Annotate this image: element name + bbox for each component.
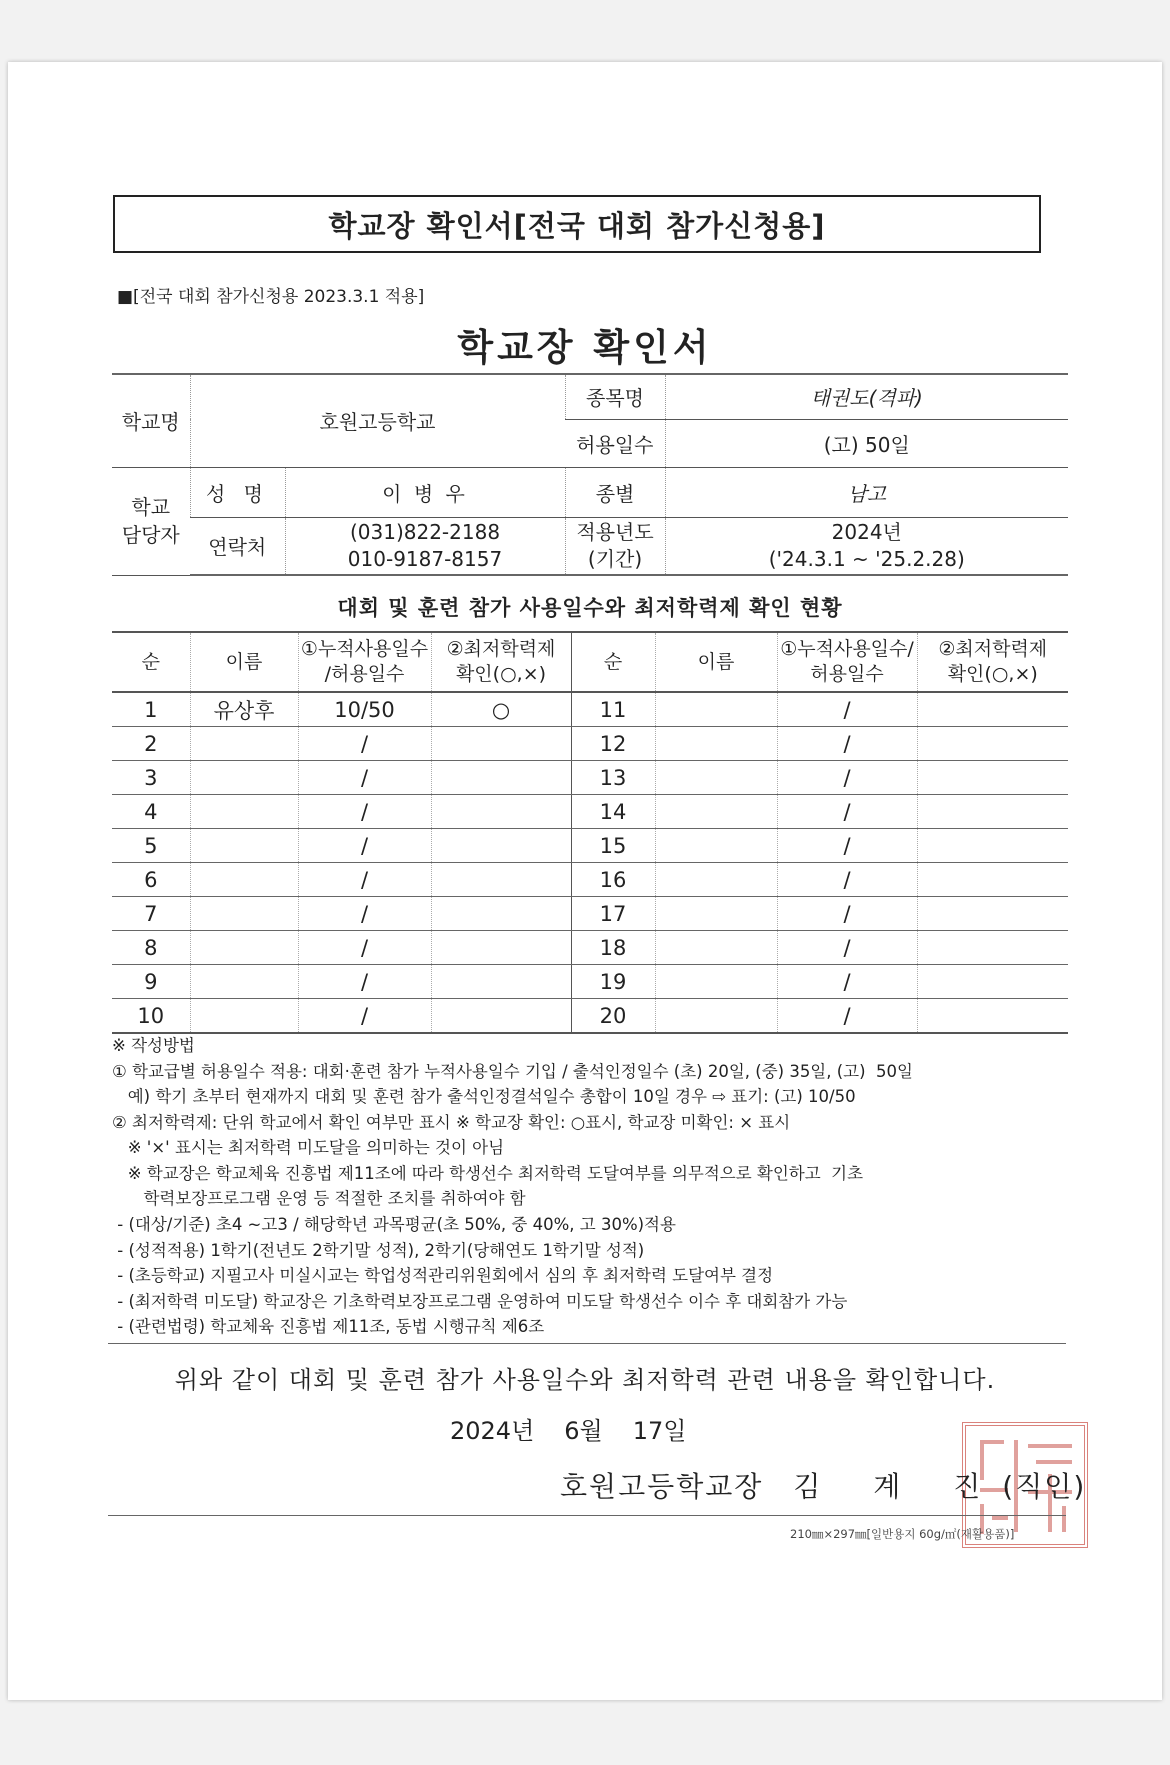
row-min xyxy=(431,999,571,1034)
usage-table xyxy=(112,631,1068,1034)
row-min: ○ xyxy=(431,692,571,727)
divider xyxy=(108,1343,1066,1344)
allowed-days-label: 허용일수 xyxy=(565,419,665,467)
row-days: / xyxy=(777,727,917,761)
instruction-line: - (성적적용) 1학기(전년도 2학기말 성적), 2학기(당해연도 1학기말 성적) xyxy=(112,1240,645,1260)
name-label: 성 명 xyxy=(190,467,285,517)
row-min xyxy=(431,931,571,965)
header-days-line1: ①누적사용일수 xyxy=(300,638,429,661)
row-no: 12 xyxy=(571,727,655,761)
row-min xyxy=(917,795,1068,829)
row-no: 5 xyxy=(112,829,190,863)
row-no: 2 xyxy=(112,727,190,761)
table-row xyxy=(112,897,1068,931)
row-name xyxy=(655,829,777,863)
row-days: / xyxy=(298,931,431,965)
header-days xyxy=(298,632,431,692)
row-min xyxy=(431,965,571,999)
row-name xyxy=(190,829,298,863)
main-title: 학교장 확인서 xyxy=(457,326,713,369)
confirm-statement: 위와 같이 대회 및 훈련 참가 사용일수와 최저학력 관련 내용을 확인합니다. xyxy=(174,1366,996,1394)
row-days: / xyxy=(777,829,917,863)
row-no: 9 xyxy=(112,965,190,999)
signer xyxy=(560,1465,1086,1505)
instructions xyxy=(112,1033,1072,1340)
row-days: / xyxy=(298,795,431,829)
row-name: 유상후 xyxy=(190,692,298,727)
row-min xyxy=(917,897,1068,931)
row-name xyxy=(655,692,777,727)
school-name-label: 학교명 xyxy=(112,374,190,467)
row-name xyxy=(190,965,298,999)
header-min-right xyxy=(917,632,1068,692)
row-name xyxy=(190,727,298,761)
row-name xyxy=(190,999,298,1034)
row-no: 16 xyxy=(571,863,655,897)
sign-date xyxy=(450,1411,716,1446)
paper-spec: 210㎜×297㎜[일반용지 60g/㎡(재활용품)] xyxy=(790,1527,1015,1541)
year-value xyxy=(665,517,1068,575)
header-min-right-line1: ②최저학력제 xyxy=(938,638,1048,661)
header-min-right-line2: 확인(○,×) xyxy=(947,663,1038,685)
row-name xyxy=(190,761,298,795)
row-name xyxy=(655,863,777,897)
staff-name: 이 병 우 xyxy=(285,467,565,517)
sport-label: 종목명 xyxy=(565,374,665,419)
row-days: / xyxy=(298,999,431,1034)
row-name xyxy=(655,761,777,795)
row-no: 10 xyxy=(112,999,190,1034)
header-days-right-line2: 허용일수 xyxy=(810,663,884,685)
header-days-right-line1: ①누적사용일수/ xyxy=(780,638,914,661)
row-days: / xyxy=(298,761,431,795)
row-name xyxy=(655,965,777,999)
header-min-line2: 확인(○,×) xyxy=(455,663,547,685)
table-row xyxy=(112,999,1068,1034)
bottom-divider xyxy=(108,1515,1066,1516)
row-days: / xyxy=(777,863,917,897)
row-min xyxy=(917,829,1068,863)
header-name-right: 이름 xyxy=(655,632,777,692)
header-min xyxy=(431,632,571,692)
row-name xyxy=(190,897,298,931)
row-min xyxy=(917,931,1068,965)
table-row xyxy=(112,931,1068,965)
table-row xyxy=(112,761,1068,795)
row-name xyxy=(190,863,298,897)
row-no: 6 xyxy=(112,863,190,897)
row-days: / xyxy=(777,965,917,999)
row-days: / xyxy=(777,761,917,795)
period: ('24.3.1 ~ '25.2.28) xyxy=(768,546,965,571)
gender-label: 종별 xyxy=(565,467,665,517)
row-days: / xyxy=(777,897,917,931)
row-min xyxy=(917,692,1068,727)
row-min xyxy=(431,829,571,863)
year-label xyxy=(565,517,665,575)
phone-2: 010-9187-8157 xyxy=(347,546,503,571)
row-no: 11 xyxy=(571,692,655,727)
table-row xyxy=(112,965,1068,999)
row-min xyxy=(917,999,1068,1034)
phone-1: (031)822-2188 xyxy=(349,519,501,544)
row-days: / xyxy=(777,795,917,829)
row-days: / xyxy=(777,999,917,1034)
school-info-table xyxy=(112,373,1068,576)
row-no: 18 xyxy=(571,931,655,965)
row-name xyxy=(190,931,298,965)
row-no: 7 xyxy=(112,897,190,931)
contact-label: 연락처 xyxy=(190,517,285,575)
document-box-title: 학교장 확인서[전국 대회 참가신청용] xyxy=(113,195,1041,253)
row-days: / xyxy=(298,863,431,897)
table-row xyxy=(112,692,1068,727)
signer-title: 호원고등학교장 xyxy=(560,1470,764,1503)
row-min xyxy=(917,965,1068,999)
row-name xyxy=(655,999,777,1034)
row-no: 1 xyxy=(112,692,190,727)
school-name: 호원고등학교 xyxy=(190,374,565,467)
date-year: 2024년 xyxy=(450,1417,535,1445)
table-row xyxy=(112,829,1068,863)
row-min xyxy=(917,727,1068,761)
instruction-line: ※ 작성방법 xyxy=(112,1036,195,1055)
row-min xyxy=(431,863,571,897)
header-days-right xyxy=(777,632,917,692)
row-min xyxy=(917,761,1068,795)
row-no: 3 xyxy=(112,761,190,795)
staff-label-line1: 학교 xyxy=(131,495,171,519)
instruction-line: - (대상/기준) 초4 ~고3 / 해당학년 과목평균(초 50%, 중 40%, 고 30%)적용 xyxy=(112,1214,676,1234)
row-no: 8 xyxy=(112,931,190,965)
row-name xyxy=(655,897,777,931)
header-name: 이름 xyxy=(190,632,298,692)
row-no: 13 xyxy=(571,761,655,795)
row-no: 4 xyxy=(112,795,190,829)
row-days: / xyxy=(298,829,431,863)
row-days: / xyxy=(777,692,917,727)
date-day: 17일 xyxy=(632,1417,687,1445)
instruction-line: - (초등학교) 지필고사 미실시교는 학업성적관리위원회에서 심의 후 최저학력 도달여부 결정 xyxy=(112,1266,774,1286)
row-min xyxy=(431,897,571,931)
row-no: 19 xyxy=(571,965,655,999)
row-min xyxy=(431,727,571,761)
header-no-right: 순 xyxy=(571,632,655,692)
contact-phones xyxy=(285,517,565,575)
row-days: / xyxy=(298,965,431,999)
year-label-line1: 적용년도 xyxy=(576,519,654,544)
row-min xyxy=(917,863,1068,897)
row-name xyxy=(655,795,777,829)
sport-value: 태권도(격파) xyxy=(665,374,1068,419)
instruction-line: ※ 학교장은 학교체육 진흥법 제11조에 따라 학생선수 최저학력 도달여부를 의무적으로 확인하고 기초 xyxy=(112,1163,864,1183)
row-days: / xyxy=(298,897,431,931)
gender-value: 남고 xyxy=(665,467,1068,517)
header-no: 순 xyxy=(112,632,190,692)
table-row xyxy=(112,863,1068,897)
row-name xyxy=(655,931,777,965)
row-min xyxy=(431,795,571,829)
row-no: 15 xyxy=(571,829,655,863)
instruction-line: 예) 학기 초부터 현재까지 대회 및 훈련 참가 출석인정결석일수 총합이 10일 경우 ⇨ 표기: (고) 10/50 xyxy=(112,1087,856,1107)
row-days: / xyxy=(298,727,431,761)
row-no: 20 xyxy=(571,999,655,1034)
instruction-line: ※ '×' 표시는 최저학력 미도달을 의미하는 것이 아님 xyxy=(112,1138,505,1158)
allowed-days-value: (고) 50일 xyxy=(665,419,1068,467)
signer-name: 김 계 진 xyxy=(793,1470,1003,1503)
year: 2024년 xyxy=(831,519,902,544)
row-days: 10/50 xyxy=(298,692,431,727)
staff-label-line2: 담당자 xyxy=(121,523,180,547)
year-label-line2: (기간) xyxy=(587,546,643,571)
table-row xyxy=(112,727,1068,761)
row-no: 14 xyxy=(571,795,655,829)
header-days-line2: /허용일수 xyxy=(324,663,405,685)
instruction-line: ② 최저학력제: 단위 학교에서 확인 여부만 표시 ※ 학교장 확인: ○표시, 학교장 미확인: × 표시 xyxy=(112,1112,791,1132)
row-name xyxy=(190,795,298,829)
row-no: 17 xyxy=(571,897,655,931)
row-name xyxy=(655,727,777,761)
row-min xyxy=(431,761,571,795)
table-row xyxy=(112,795,1068,829)
seal-mark: (직인) xyxy=(1002,1470,1087,1503)
instruction-line: - (관련법령) 학교체육 진흥법 제11조, 동법 시행규칙 제6조 xyxy=(112,1317,545,1337)
instruction-line: 학력보장프로그램 운영 등 적절한 조치를 취하여야 함 xyxy=(112,1189,526,1209)
staff-label xyxy=(112,467,190,575)
section-title: 대회 및 훈련 참가 사용일수와 최저학력제 확인 현황 xyxy=(337,596,843,620)
row-days: / xyxy=(777,931,917,965)
header-min-line1: ②최저학력제 xyxy=(446,638,556,661)
instruction-line: - (최저학력 미도달) 학교장은 기초학력보장프로그램 운영하여 미도달 학생선수 이수 후 대회참가 가능 xyxy=(112,1291,848,1311)
instruction-line: ① 학교급별 허용일수 적용: 대회·훈련 참가 누적사용일수 기입 / 출석인정일수 (초) 20일, (중) 35일, (고) 50일 xyxy=(112,1061,913,1081)
top-note: ■[전국 대회 참가신청용 2023.3.1 적용] xyxy=(117,287,425,307)
date-month: 6월 xyxy=(564,1417,603,1445)
